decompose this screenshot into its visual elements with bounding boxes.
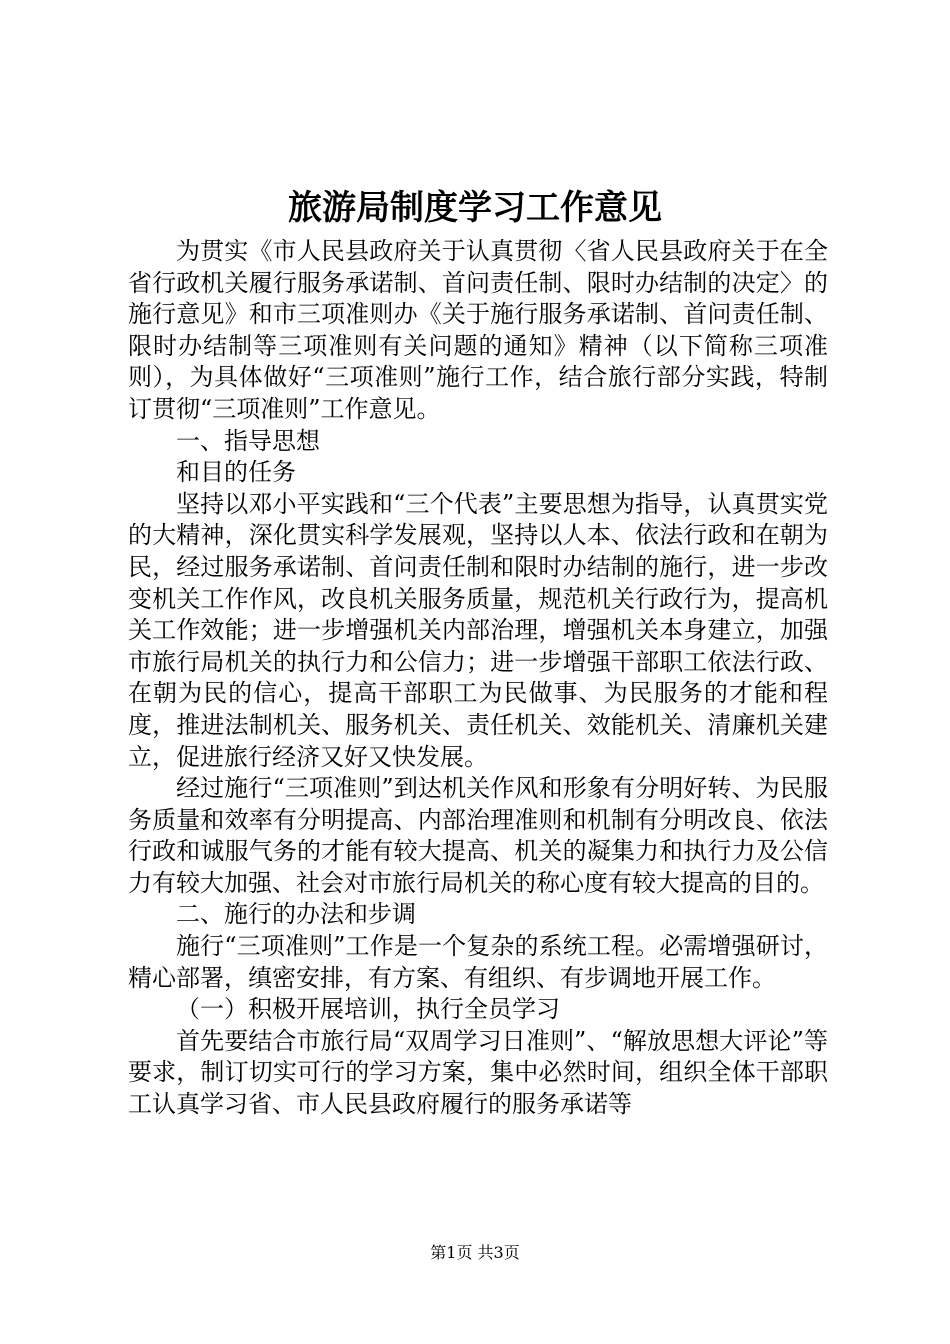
paragraph-objectives: 经过施行“三项准则”到达机关作风和形象有分明好转、为民服务质量和效率有分明提高、内部治理准则和机制有分明改良、依法行政和诚服气务的才能有较大提高、机关的凝集力和执行力及公信力有较大加强、社会对市旅行局机关的称心度有较大提高的目的。 xyxy=(128,774,828,897)
section-heading-1-continued: 和目的任务 xyxy=(176,458,296,487)
document-title: 旅游局制度学习工作意见 xyxy=(288,188,662,228)
document-body xyxy=(128,236,828,1121)
subsection-heading-1: （一）积极开展培训，执行全员学习 xyxy=(176,995,560,1024)
paragraph-intro: 为贯实《市人民县政府关于认真贯彻〈省人民县政府关于在全省行政机关履行服务承诺制、首问责任制、限时办结制的决定〉的施行意见》和市三项准则办《关于施行服务承诺制、首问责任制、限时办结制等三项准则有关问题的通知》精神（以下简称三项准则），为具体做好“三项准则”施行工作，结合旅行部分实践，特制订贯彻“三项准则”工作意见。 xyxy=(128,237,828,423)
section-heading-1: 一、指导思想 xyxy=(176,426,320,455)
paragraph-training: 首先要结合市旅行局“双周学习日准则”、“解放思想大评论”等要求，制订切实可行的学习方案，集中必然时间，组织全体干部职工认真学习省、市人民县政府履行的服务承诺等 xyxy=(128,1026,828,1119)
paragraph-methods: 施行“三项准则”工作是一个复杂的系统工程。必需增强研讨，精心部署，缜密安排，有方案、有组织、有步调地开展工作。 xyxy=(128,932,828,992)
page-footer: 第1页 共3页 xyxy=(430,1243,520,1262)
section-heading-2: 二、施行的办法和步调 xyxy=(176,900,416,929)
paragraph-guiding-ideology: 坚持以邓小平实践和“三个代表”主要思想为指导，认真贯实党的大精神，深化贯实科学发展观，坚持以人本、依法行政和在朝为民，经过服务承诺制、首问责任制和限时办结制的施行，进一步改变机关工作作风，改良机关服务质量，规范机关行政行为，提高机关工作效能；进一步增强机关内部治理，增强机关本身建立，加强市旅行局机关的执行力和公信力；进一步增强干部职工依法行政、在朝为民的信心，提高干部职工为民做事、为民服务的才能和程度，推进法制机关、服务机关、责任机关、效能机关、清廉机关建立，促进旅行经济又好又快发展。 xyxy=(128,489,828,771)
